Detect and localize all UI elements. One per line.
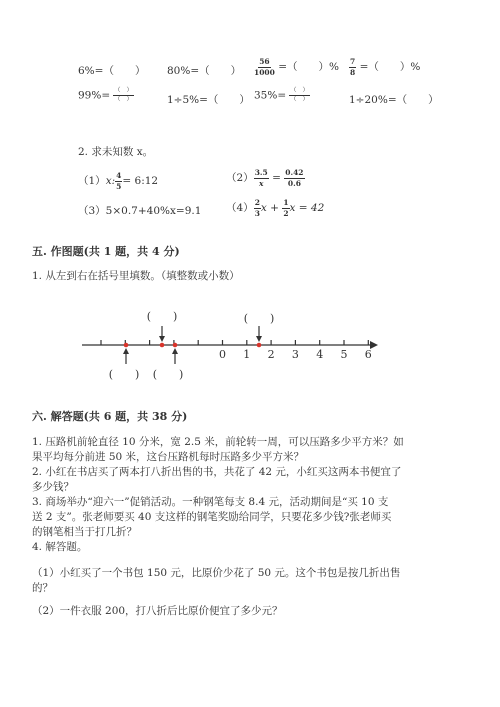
- eq-part: = 6:12: [122, 175, 159, 187]
- s6-q2-line2: 多少钱？: [32, 481, 74, 493]
- equation-3: （3）5×0.7+40%x=9.1: [78, 205, 202, 217]
- tick-label: 5: [340, 348, 348, 361]
- conv-item-3: [254, 58, 339, 76]
- equation-1: [78, 172, 158, 190]
- denominator: 0.6: [287, 178, 301, 188]
- section5-q1: 1. 从左到右在括号里填数。（填整数或小数）: [32, 270, 240, 282]
- conv-item-8: 1÷20%=（ ）: [349, 94, 439, 106]
- number-line-figure: [0, 300, 500, 390]
- conv-item-7: [254, 88, 310, 103]
- fraction: [254, 58, 275, 76]
- bottom-blank: ( ): [108, 368, 140, 381]
- marked-point: [173, 343, 178, 348]
- eq-part: x = 42: [289, 202, 325, 214]
- s6-q1-line2: 果平均每分前进 50 米，这台压路机每时压路多少平方米？: [32, 451, 305, 463]
- s6-q4-sub1-line2: 的？: [32, 582, 53, 594]
- equation-4: [226, 199, 324, 217]
- conv-pre: 35%=: [254, 89, 287, 102]
- conv-item-6: 1÷5%=（ ）: [167, 94, 250, 106]
- numerator: 4: [116, 171, 122, 180]
- tick-label: 2: [267, 348, 275, 361]
- numerator: （ ）: [290, 87, 309, 94]
- equation-2: [226, 169, 305, 187]
- s6-q4-sub1-line1: （1）小红买了一个书包 150 元，比原价少花了 50 元。这个书包是按几折出售: [32, 567, 401, 579]
- conv-item-1: 6%=（ ）: [78, 65, 146, 77]
- section5-title: 五. 作图题(共 1 题，共 4 分): [32, 245, 180, 258]
- denominator: （ ）: [290, 96, 309, 103]
- numerator: 56: [259, 57, 270, 66]
- marked-point: [160, 343, 165, 348]
- tick-label: 0: [219, 348, 226, 361]
- section6-title: 六. 解答题(共 6 题，共 38 分): [32, 410, 188, 423]
- fraction: [282, 199, 289, 217]
- denominator: 5: [116, 181, 122, 191]
- marked-point: [257, 343, 262, 348]
- denominator: 3: [254, 208, 260, 218]
- conv-tail: =（ ）%: [278, 61, 339, 73]
- s6-q3-line2: 送 2 支”。张老师要买 40 支这样的钢笔奖励给同学，只要花多少钱?张老师买: [32, 511, 392, 523]
- fraction: [113, 88, 133, 103]
- marked-point: [124, 343, 129, 348]
- tick-label: 1: [243, 348, 251, 361]
- denominator: 2: [283, 208, 289, 218]
- fraction: [289, 88, 309, 103]
- numerator: （ ）: [114, 87, 133, 94]
- s6-q1-line1: 1. 压路机前轮直径 10 分米，宽 2.5 米，前轮转一周，可以压路多少平方米？如: [32, 436, 404, 448]
- conv-item-5: [78, 88, 134, 103]
- s6-q3-line1: 3. 商场举办“迎六一”促销活动。一种钢笔每支 8.4 元，活动期间是“买 10 支: [32, 496, 389, 508]
- fraction: [349, 58, 356, 76]
- numerator: 3.5: [254, 168, 268, 177]
- denominator: 1000: [254, 67, 275, 77]
- q2-title: 2. 求未知数 x。: [78, 146, 154, 158]
- top-blank: ( ): [243, 312, 275, 325]
- conv-tail: =（ ）%: [359, 61, 421, 73]
- eq-part: x:: [105, 175, 116, 187]
- numerator: 2: [254, 198, 260, 207]
- denominator: （ ）: [114, 96, 133, 103]
- tick-label: 6: [364, 348, 372, 361]
- s6-q2-line1: 2. 小红在书店买了两本打八折出售的书，共花了 42 元，小红买这两本书便宜了: [32, 466, 402, 478]
- eq-part: x +: [260, 202, 279, 214]
- tick-label: 4: [316, 348, 324, 361]
- denominator: 8: [350, 67, 356, 77]
- arrow-head-icon: [172, 348, 178, 354]
- bottom-blank: ( ): [152, 368, 184, 381]
- fraction: [284, 169, 304, 187]
- numerator: 0.42: [285, 168, 304, 177]
- arrow-head-icon: [123, 348, 129, 354]
- numerator: 7: [350, 57, 356, 66]
- conv-pre: 99%=: [78, 89, 111, 102]
- eq-label: （2）: [226, 172, 254, 184]
- conv-item-4: [349, 58, 420, 76]
- denominator: x: [258, 178, 264, 188]
- s6-q4-sub2: （2）一件衣服 200，打八折后比原价便宜了多少元？: [32, 605, 283, 617]
- eq-label: （1）: [78, 175, 106, 187]
- eq-part: =: [272, 172, 281, 184]
- eq-label: （4）: [226, 202, 254, 214]
- top-blank: ( ): [146, 310, 178, 323]
- tick-label: 3: [291, 348, 299, 361]
- numerator: 1: [283, 198, 289, 207]
- s6-q3-line3: 的钢笔相当于打几折？: [32, 526, 137, 538]
- conv-item-2: 80%=（ ）: [167, 65, 242, 77]
- fraction: [254, 199, 261, 217]
- arrow-head-icon: [159, 336, 165, 342]
- s6-q4: 4. 解答题。: [32, 541, 88, 553]
- arrow-head-icon: [256, 336, 262, 342]
- fraction: [254, 169, 269, 187]
